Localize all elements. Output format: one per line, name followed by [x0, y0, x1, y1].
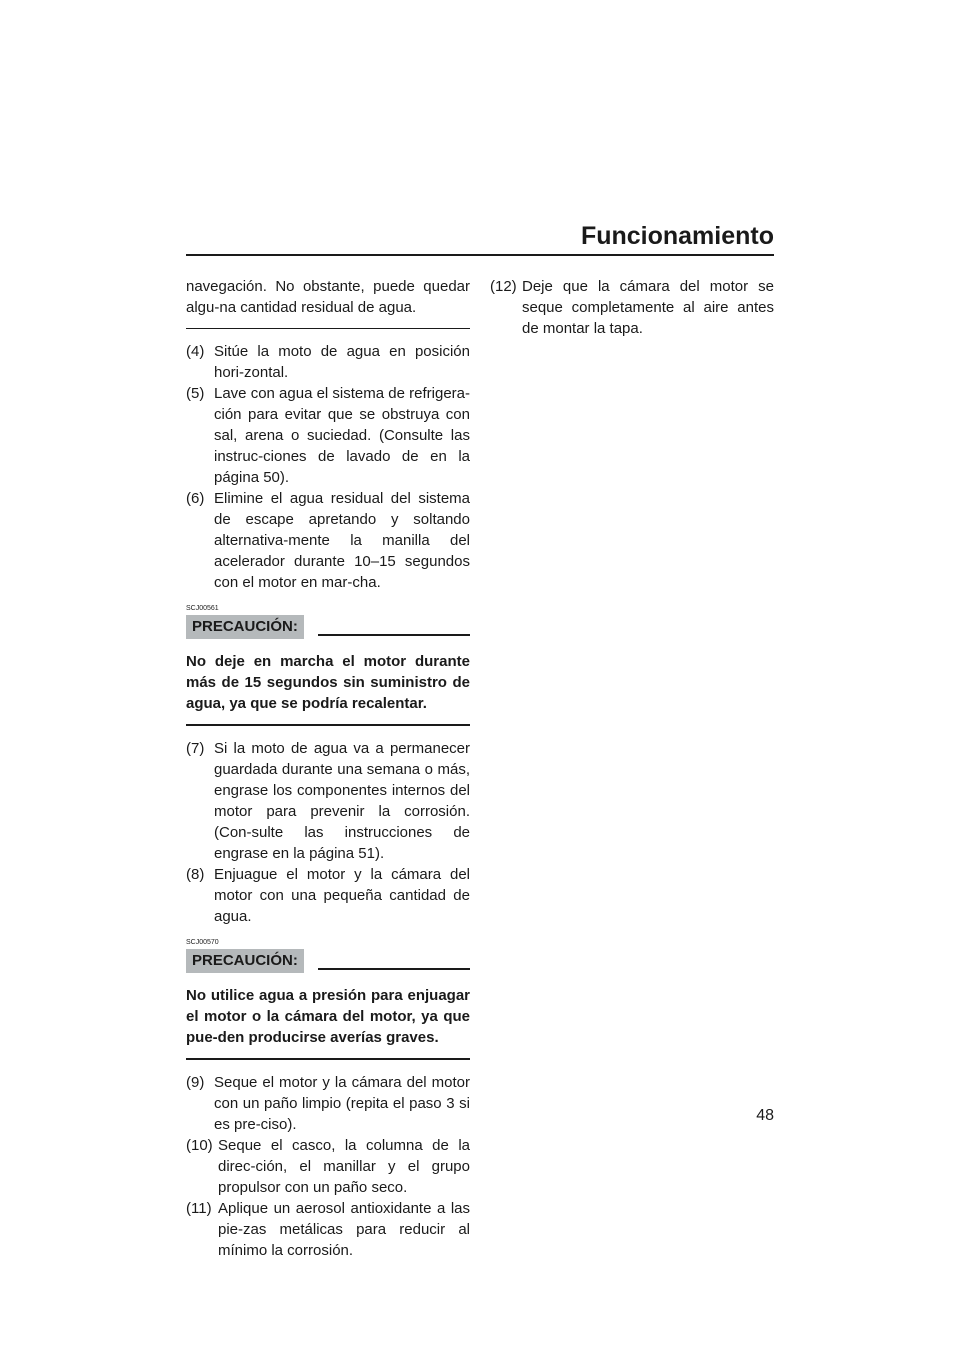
step-5: [186, 383, 470, 488]
caution-header-line: [318, 634, 470, 636]
step-text: Seque el casco, la columna de la direc-ción, el manillar y el grupo propulsor con un paño seco.: [218, 1137, 470, 1196]
page-number: 48: [756, 1107, 774, 1124]
caution-text: No utilice agua a presión para enjuagar el motor o la cámara del motor, ya que pue-den producirse averías graves.: [186, 987, 470, 1046]
caution-header: [186, 949, 470, 973]
step-number: (9): [186, 1074, 205, 1091]
step-text: Elimine el agua residual del sistema de escape apretando y soltando alternativa-mente la manilla del acelerador durante 10–15 segundos con el motor en mar-cha.: [214, 490, 470, 591]
step-9: [186, 1072, 470, 1135]
step-text: Seque el motor y la cámara del motor con un paño limpio (repita el paso 3 si es pre-ciso).: [214, 1074, 470, 1133]
left-column: [186, 276, 470, 1261]
caution-header: [186, 615, 470, 639]
title-divider: [186, 254, 774, 256]
page-title: Funcionamiento: [580, 222, 774, 250]
step-text: Si la moto de agua va a permanecer guardada durante una semana o más, engrase los componentes internos del motor para prevenir la corrosión. (Con-sulte las instrucciones de engrase en la página 51).: [214, 740, 470, 862]
step-6: [186, 488, 470, 593]
step-11: [186, 1198, 470, 1261]
step-text: Sitúe la moto de agua en posición hori-zontal.: [214, 343, 470, 381]
caution-text: No deje en marcha el motor durante más de 15 segundos sin suministro de agua, ya que se podría recalentar.: [186, 653, 470, 712]
step-number: (4): [186, 343, 205, 360]
caution-label: PRECAUCIÓN:: [186, 949, 304, 973]
step-number: (5): [186, 385, 205, 402]
step-number: (8): [186, 866, 205, 883]
step-12: [490, 276, 774, 339]
step-number: (12): [490, 278, 517, 295]
step-text: Lave con agua el sistema de refrigera-ción para evitar que se obstruya con sal, arena o suciedad. (Consulte las instruc-ciones de lavado de en la página 50).: [214, 385, 470, 486]
caution-code: SCJ00570: [186, 939, 219, 946]
step-7: [186, 738, 470, 864]
caution-end-divider: [186, 724, 470, 726]
step-text: Enjuague el motor y la cámara del motor con una pequeña cantidad de agua.: [214, 866, 470, 925]
step-8: [186, 864, 470, 927]
step-10: [186, 1135, 470, 1198]
section-divider: [186, 328, 470, 329]
intro-paragraph: navegación. No obstante, puede quedar algu-na cantidad residual de agua.: [186, 278, 470, 316]
step-text: Aplique un aerosol antioxidante a las pie-zas metálicas para reducir al mínimo la corrosión.: [218, 1200, 470, 1259]
caution-end-divider: [186, 1058, 470, 1060]
caution-header-line: [318, 968, 470, 970]
right-column: [490, 276, 774, 339]
step-number: (6): [186, 490, 205, 507]
step-number: (10): [186, 1137, 213, 1154]
step-number: (11): [186, 1200, 212, 1217]
caution-code: SCJ00561: [186, 605, 219, 612]
step-number: (7): [186, 740, 205, 757]
caution-label: PRECAUCIÓN:: [186, 615, 304, 639]
step-text: Deje que la cámara del motor se seque completamente al aire antes de montar la tapa.: [522, 278, 774, 337]
step-4: [186, 341, 470, 383]
